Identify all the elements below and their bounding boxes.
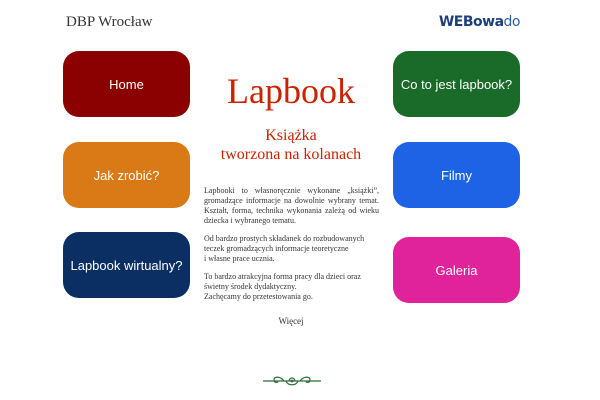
- paragraph-3-line-2: świetny środek dydaktyczny.: [204, 282, 297, 291]
- lapbook-wirtualny-button[interactable]: Lapbook wirtualny?: [63, 232, 190, 298]
- wiecej-link[interactable]: Więcej: [278, 316, 304, 326]
- intro-text: [204, 186, 379, 302]
- filmy-button[interactable]: Filmy: [393, 142, 520, 208]
- page-title: Lapbook: [227, 71, 355, 111]
- page-subtitle: [200, 126, 382, 164]
- paragraph-2-line-2: teczek gromadzących informacje teoretyczne: [204, 244, 349, 253]
- intro-paragraph-3: [204, 272, 379, 302]
- jak-zrobic-button[interactable]: Jak zrobić?: [63, 142, 190, 208]
- logo-sub-text: do: [503, 14, 520, 30]
- intro-paragraph-2: [204, 234, 379, 264]
- co-to-jest-lapbook-button[interactable]: Co to jest lapbook?: [393, 51, 520, 117]
- paragraph-2-line-1: Od bardzo prostych składanek do rozbudowanych: [204, 234, 365, 243]
- galeria-button[interactable]: Galeria: [393, 237, 520, 303]
- intro-paragraph-1: Lapbooki to własnoręcznie wykonane „książki”, gromadzące informacje na dowolnie wybrany temat. Kształt, forma, technika wykonania zależą od wieku dziecka i wybranego tematu.: [204, 186, 379, 225]
- subtitle-line-1: Książka: [265, 127, 317, 144]
- logo-main-text: WEBowa: [438, 14, 504, 30]
- subtitle-line-2: tworzona na kolanach: [220, 146, 362, 163]
- webowado-logo[interactable]: [439, 14, 520, 30]
- paragraph-3-line-1: To bardzo atrakcyjna forma pracy dla dzieci oraz: [204, 272, 361, 281]
- home-button[interactable]: Home: [63, 51, 190, 117]
- paragraph-2-line-3: i własne prace ucznia.: [204, 254, 275, 263]
- site-name[interactable]: DBP Wrocław: [66, 14, 153, 30]
- paragraph-3-line-3: Zachęcamy do przetestowania go.: [204, 292, 313, 301]
- decorative-divider-icon: [262, 374, 322, 388]
